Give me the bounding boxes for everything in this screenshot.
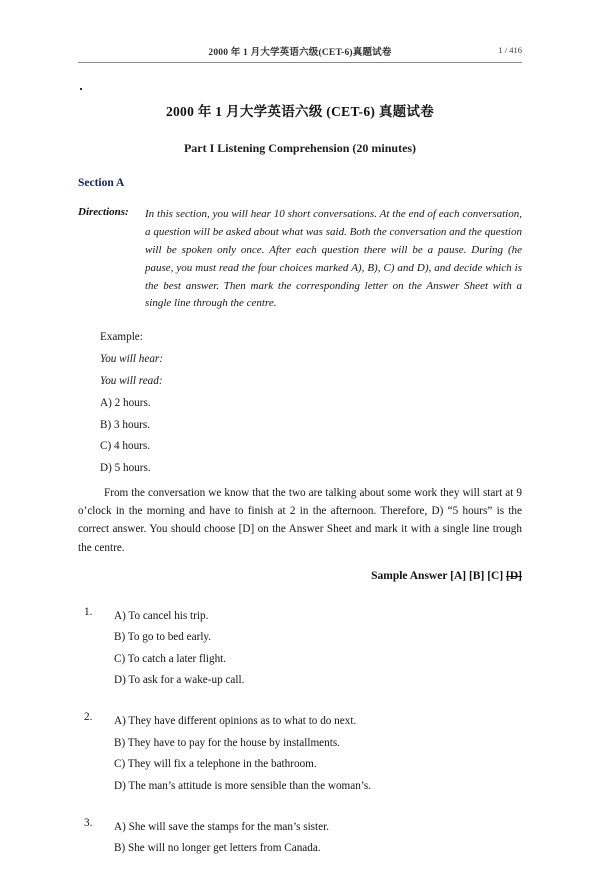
- question-option[interactable]: A) She will save the stamps for the man’s sister.: [114, 820, 330, 833]
- question-option[interactable]: A) They have different opinions as to what to do next.: [114, 715, 357, 728]
- header-divider: [78, 62, 522, 63]
- question-option[interactable]: C) They will fix a telephone in the bathroom.: [114, 758, 317, 771]
- question-option[interactable]: B) They have to pay for the house by installments.: [114, 736, 340, 749]
- example-block: [78, 327, 522, 480]
- document-content: [78, 104, 522, 879]
- example-option: C) 4 hours.: [100, 440, 151, 453]
- question-option[interactable]: A) To cancel his trip.: [114, 609, 209, 622]
- directions-text: In this section, you will hear 10 short conversations. At the end of each conversation, a question will be asked about what was said. Both the conversation and the question will be spoken only once. After each question there will be a pause. During (he pause, you must read the four choices marked A), B), C) and D), and decide which is the best answer. Then mark the corresponding letter on the Answer Sheet with a single line through the centre.: [145, 208, 522, 310]
- page-header: [78, 44, 522, 64]
- part-title: Part I Listening Comprehension (20 minutes): [183, 141, 417, 156]
- scan-artifact-dot: [80, 88, 82, 90]
- example-option: A) 2 hours.: [100, 396, 151, 409]
- sample-answer-choice-b: [B]: [468, 569, 485, 582]
- header-page-number: 1 / 416: [498, 45, 522, 55]
- question-number: 3.: [84, 816, 93, 829]
- sample-answer-choice-c: [C]: [487, 569, 504, 582]
- directions-label: Directions:: [78, 206, 129, 219]
- example-heading: Example:: [100, 331, 143, 344]
- page-title: 2000 年 1 月大学英语六级 (CET-6) 真题试卷: [165, 104, 435, 119]
- sample-answer-choice-d-marked: [D]: [506, 569, 522, 582]
- question-item: [78, 817, 522, 860]
- question-option[interactable]: B) She will no longer get letters from Canada.: [114, 842, 321, 855]
- sample-answer-label: Sample Answer: [371, 569, 448, 582]
- section-heading: Section A: [78, 176, 125, 189]
- question-option[interactable]: B) To go to bed early.: [114, 631, 212, 644]
- question-option[interactable]: C) To catch a later flight.: [114, 652, 227, 665]
- sample-answer-choice-a: [A]: [450, 569, 467, 582]
- example-option: D) 5 hours.: [100, 462, 151, 475]
- question-item: [78, 711, 522, 797]
- example-read-line: You will read:: [100, 374, 163, 387]
- question-option[interactable]: D) To ask for a wake-up call.: [114, 674, 245, 687]
- example-explanation: From the conversation we know that the two are talking about some work they will start at 9 o’clock in the morning and have to finish at 2 in the afternoon. Therefore, D) “5 hours” is the correct answer. You should choose [D] on the Answer Sheet and mark it with a single line trough the centre.: [78, 487, 522, 554]
- sample-answer-row: [78, 569, 522, 584]
- question-option[interactable]: D) The man’s attitude is more sensible than the woman’s.: [114, 779, 372, 792]
- question-number: 1.: [84, 605, 93, 618]
- question-number: 2.: [84, 711, 93, 724]
- directions-block: [78, 206, 522, 313]
- example-option: B) 3 hours.: [100, 418, 151, 431]
- header-title: 2000 年 1 月大学英语六级(CET-6)真题试卷: [208, 48, 392, 58]
- question-item: [78, 606, 522, 692]
- example-hear-line: You will hear:: [100, 353, 163, 366]
